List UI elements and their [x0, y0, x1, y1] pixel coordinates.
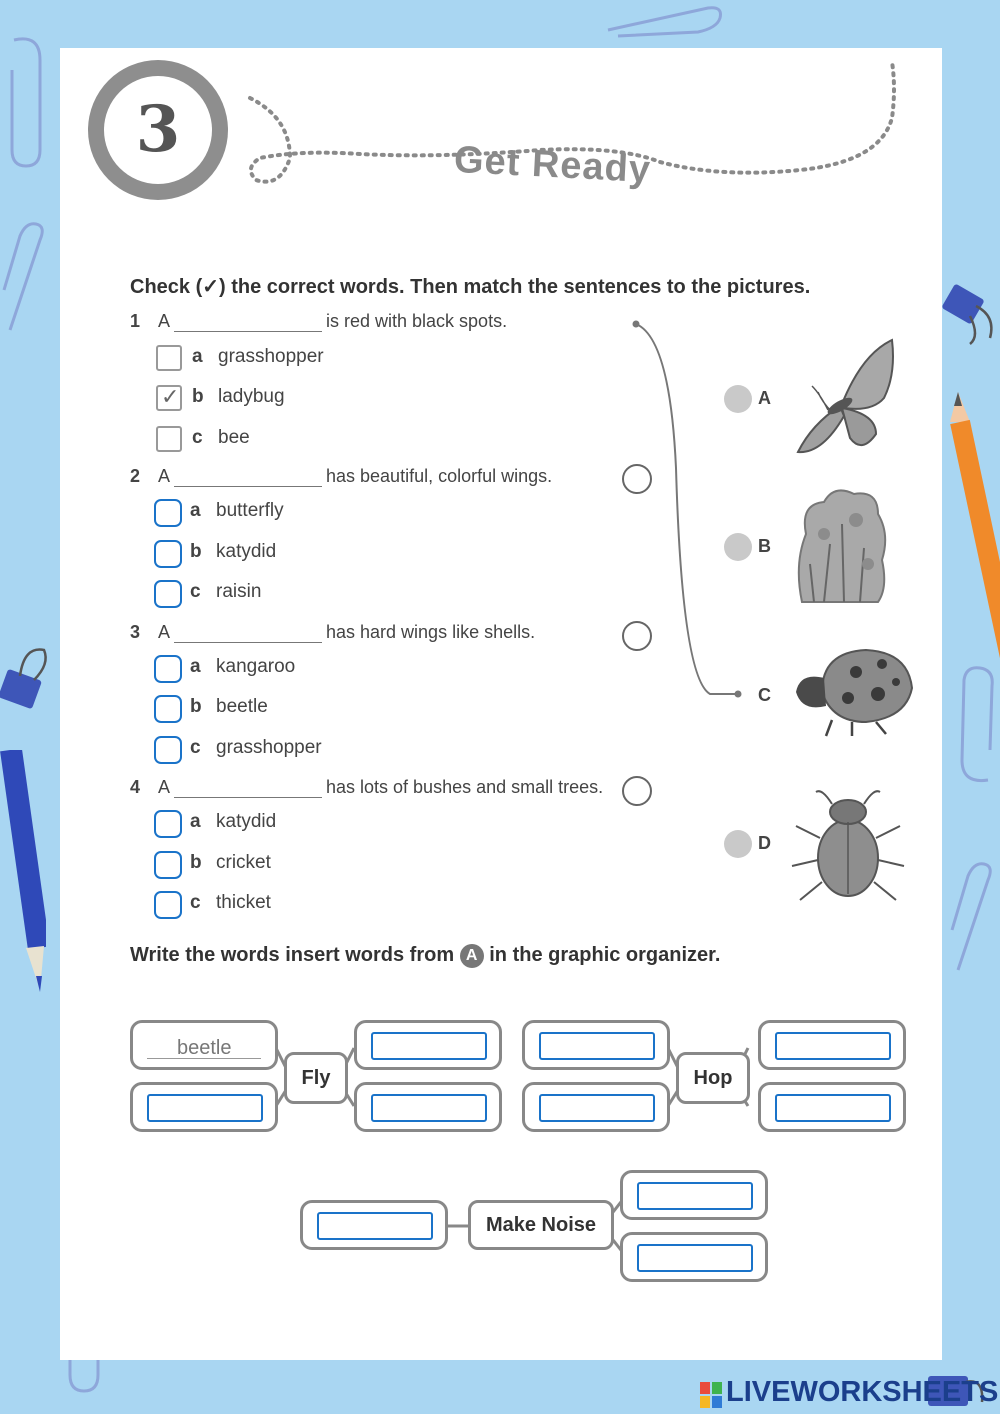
- option-word: grasshopper: [216, 737, 322, 758]
- answer-blank: [174, 486, 322, 487]
- question-4: [130, 777, 630, 801]
- match-ring-q3[interactable]: [622, 621, 652, 651]
- question-2: [130, 466, 630, 490]
- liveworksheets-logo-icon: [700, 1382, 722, 1408]
- match-ring-q4[interactable]: [622, 776, 652, 806]
- filled-answer: beetle: [177, 1037, 232, 1059]
- checkbox[interactable]: [154, 540, 182, 568]
- option-word: raisin: [216, 581, 262, 602]
- question-article: A: [158, 622, 171, 642]
- option-letter: c: [192, 427, 203, 448]
- question-article: A: [158, 466, 171, 486]
- option-word: grasshopper: [218, 346, 324, 367]
- ladybug-icon: [786, 642, 914, 738]
- fly-input-3[interactable]: [371, 1032, 487, 1060]
- checkbox[interactable]: [156, 345, 182, 371]
- question-3: [130, 622, 630, 646]
- liveworksheets-brand[interactable]: [726, 1376, 998, 1409]
- noise-box-2: [620, 1170, 768, 1220]
- checkbox-checked[interactable]: [156, 385, 182, 411]
- option-letter: a: [190, 811, 201, 832]
- question-number: 1: [130, 311, 141, 331]
- section-a-badge: [460, 944, 484, 968]
- question-article: A: [158, 777, 171, 797]
- checkbox[interactable]: [154, 736, 182, 764]
- unit-number: 3: [104, 76, 212, 184]
- option-word: beetle: [216, 696, 268, 717]
- fly-input-2[interactable]: [147, 1094, 263, 1122]
- noise-box-3: [620, 1232, 768, 1282]
- checkbox[interactable]: [154, 695, 182, 723]
- question-1: [130, 311, 630, 335]
- option-word: ladybug: [218, 386, 285, 407]
- option-word: butterfly: [216, 500, 284, 521]
- match-dot-b[interactable]: [724, 533, 752, 561]
- instruction-write: [130, 944, 720, 968]
- question-article: A: [158, 311, 171, 331]
- picture-label: C: [758, 685, 771, 705]
- instruction-text: Write the words insert words from: [130, 944, 455, 966]
- option-letter: a: [190, 500, 201, 521]
- hop-input-1[interactable]: [539, 1032, 655, 1060]
- checkbox[interactable]: [154, 655, 182, 683]
- checkbox[interactable]: [154, 891, 182, 919]
- unit-badge: [88, 60, 228, 200]
- paperclip-icon: [598, 0, 728, 40]
- hop-box-1: [522, 1020, 670, 1070]
- answer-blank: [174, 797, 322, 798]
- bush-icon: [794, 484, 890, 606]
- paperclip-icon: [0, 30, 50, 170]
- match-dot-d[interactable]: [724, 830, 752, 858]
- section-title: Get Ready: [453, 138, 652, 192]
- instruction-text: in the graphic organizer.: [489, 944, 721, 966]
- make-noise-center: Make Noise: [468, 1200, 614, 1250]
- instruction-check: Check (✓) the correct words. Then match the sentences to the pictures.: [130, 276, 811, 298]
- option-word: katydid: [216, 541, 277, 562]
- option-word: katydid: [216, 811, 277, 832]
- match-ring-q2[interactable]: [622, 464, 652, 494]
- answer-blank: [174, 331, 322, 332]
- answer-underline: [147, 1058, 261, 1059]
- picture-label: D: [758, 833, 771, 853]
- option-letter: b: [192, 386, 204, 407]
- binder-clip-icon: [0, 640, 56, 720]
- option-letter: a: [192, 346, 203, 367]
- hop-box-4: [758, 1082, 906, 1132]
- pencil-icon: [948, 392, 1000, 692]
- noise-box-1: [300, 1200, 448, 1250]
- checkbox[interactable]: [156, 426, 182, 452]
- question-number: 3: [130, 622, 141, 642]
- checkbox[interactable]: [154, 580, 182, 608]
- option-word: thicket: [216, 892, 271, 913]
- question-number: 2: [130, 466, 141, 486]
- paperclip-icon: [948, 860, 1000, 980]
- question-number: 4: [130, 777, 141, 797]
- fly-box-4: [354, 1082, 502, 1132]
- fly-center: Fly: [284, 1052, 348, 1104]
- picture-label: A: [758, 388, 771, 408]
- fly-box-1: [130, 1020, 278, 1070]
- checkmark-icon: ✓: [161, 384, 180, 409]
- option-letter: c: [190, 581, 201, 602]
- noise-input-1[interactable]: [317, 1212, 433, 1240]
- noise-input-2[interactable]: [637, 1182, 753, 1210]
- match-line: [630, 318, 750, 708]
- pen-icon: [0, 750, 46, 995]
- beetle-icon: [788, 778, 908, 908]
- hop-input-4[interactable]: [775, 1094, 891, 1122]
- question-text: is red with black spots.: [326, 311, 508, 331]
- question-text: has lots of bushes and small trees.: [326, 777, 604, 797]
- answer-blank: [174, 642, 322, 643]
- paperclip-icon: [0, 220, 55, 340]
- fly-box-3: [354, 1020, 502, 1070]
- option-letter: a: [190, 656, 201, 677]
- hop-input-2[interactable]: [539, 1094, 655, 1122]
- butterfly-icon: [792, 334, 902, 464]
- option-letter: b: [190, 696, 202, 717]
- hop-input-3[interactable]: [775, 1032, 891, 1060]
- option-word: bee: [218, 427, 250, 448]
- checkbox[interactable]: [154, 851, 182, 879]
- hop-center: Hop: [676, 1052, 750, 1104]
- question-text: has beautiful, colorful wings.: [326, 466, 553, 486]
- fly-input-4[interactable]: [371, 1094, 487, 1122]
- hop-box-2: [522, 1082, 670, 1132]
- noise-input-3[interactable]: [637, 1244, 753, 1272]
- section-a-label: A: [465, 947, 478, 964]
- checkbox[interactable]: [154, 810, 182, 838]
- option-letter: b: [190, 852, 202, 873]
- binder-clip-icon: [940, 276, 1000, 346]
- fly-box-2: [130, 1082, 278, 1132]
- option-letter: c: [190, 737, 201, 758]
- option-letter: c: [190, 892, 201, 913]
- option-word: cricket: [216, 852, 271, 873]
- brand-text: LIVEWORKSHEETS: [726, 1376, 999, 1408]
- option-word: kangaroo: [216, 656, 296, 677]
- option-letter: b: [190, 541, 202, 562]
- picture-label: B: [758, 536, 771, 556]
- worksheet-page: [60, 48, 942, 1360]
- question-text: has hard wings like shells.: [326, 622, 536, 642]
- hop-box-3: [758, 1020, 906, 1070]
- checkbox[interactable]: [154, 499, 182, 527]
- match-dot-a[interactable]: [724, 385, 752, 413]
